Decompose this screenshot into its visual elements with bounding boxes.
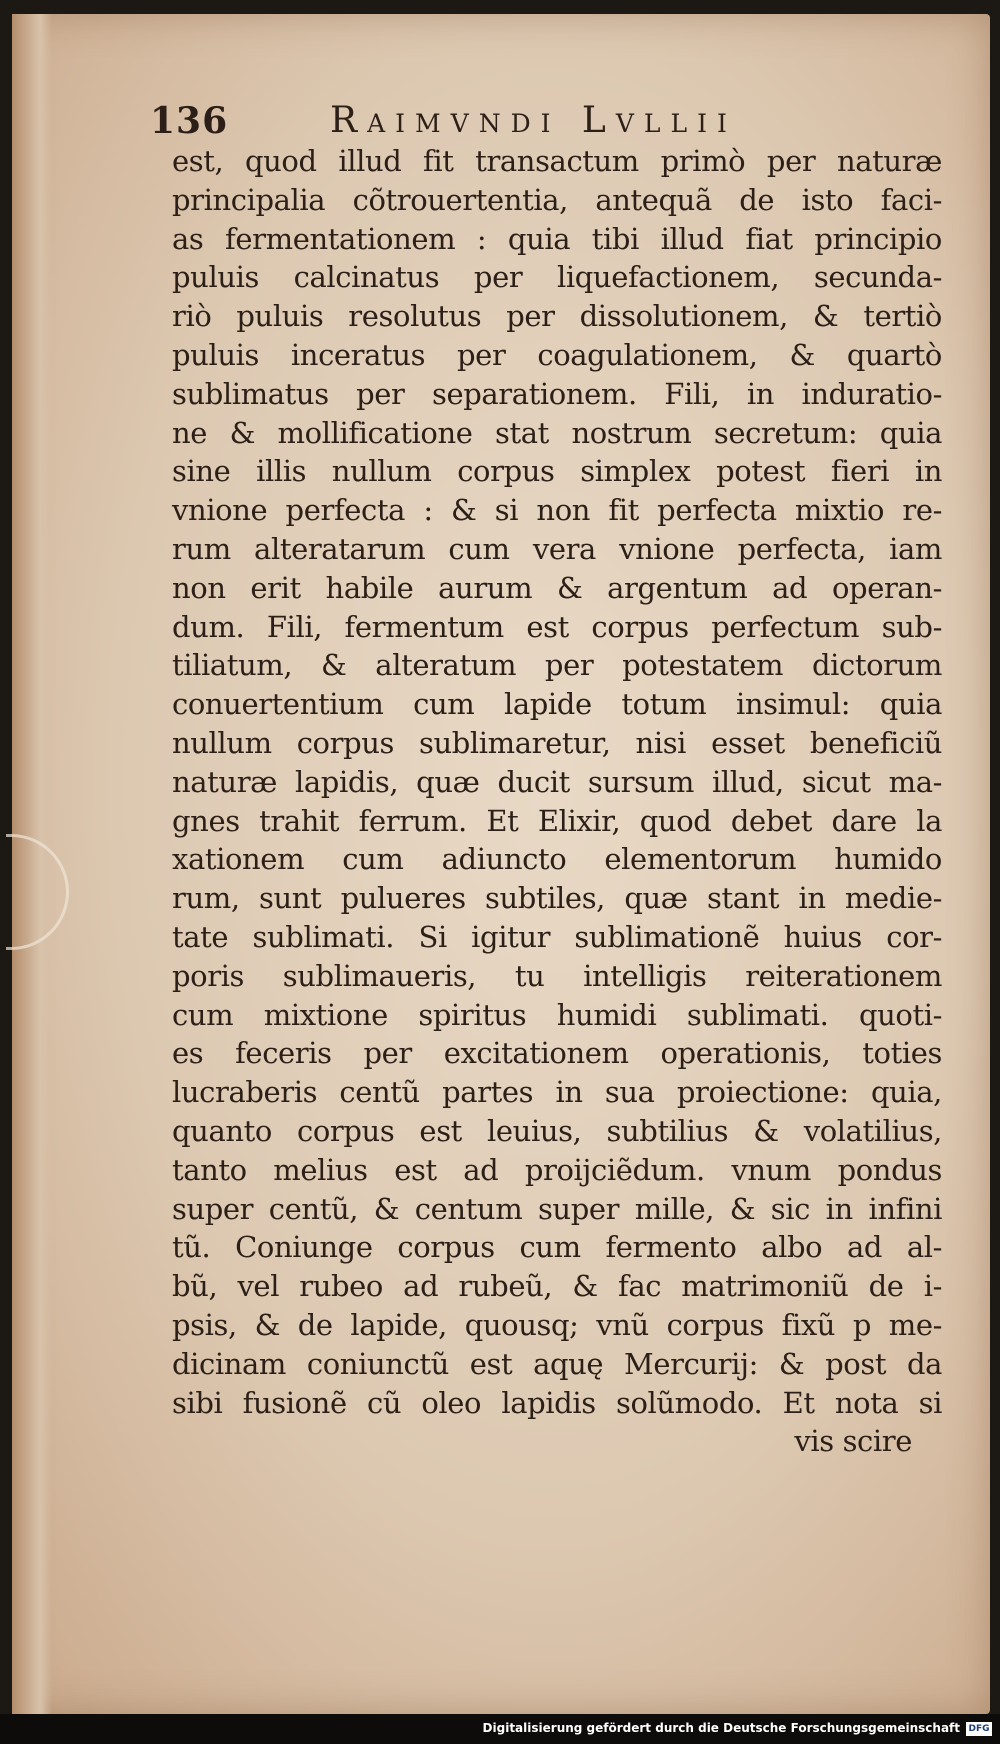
text-line: puluis calcinatus per liquefactionem, secunda- bbox=[172, 260, 942, 295]
footer-bar bbox=[0, 1714, 1000, 1744]
body-text bbox=[172, 142, 942, 1461]
text-line: dum. Fili, fermentum est corpus perfectum sub- bbox=[172, 609, 942, 644]
text-line: es feceris per excitationem operationis, toties bbox=[172, 1036, 942, 1071]
text-line: tiliatum, & alteratum per potestatem dictorum bbox=[172, 648, 942, 683]
text-line: tanto melius est ad proijciẽdum. vnum pondus bbox=[172, 1152, 942, 1187]
text-line: quanto corpus est leuius, subtilius & volatilius, bbox=[172, 1113, 942, 1148]
text-line: dicinam coniunctũ est aquę Mercurij: & post da bbox=[172, 1346, 942, 1381]
text-line: rum, sunt pulueres subtiles, quæ stant in medie- bbox=[172, 881, 942, 916]
text-line: tũ. Coniunge corpus cum fermento albo ad al- bbox=[172, 1230, 942, 1265]
text-line: puluis inceratus per coagulationem, & quartò bbox=[172, 337, 942, 372]
text-line: sublimatus per separationem. Fili, in induratio- bbox=[172, 376, 942, 411]
text-line: conuertentium cum lapide totum insimul: quia bbox=[172, 687, 942, 722]
text-line: naturæ lapidis, quæ ducit sursum illud, sicut ma- bbox=[172, 764, 942, 799]
funding-credit: Digitalisierung gefördert durch die Deutsche Forschungsgemeinschaft bbox=[482, 1721, 960, 1735]
text-line: rum alteratarum cum vera vnione perfecta, iam bbox=[172, 531, 942, 566]
text-line: principalia cõtrouertentia, antequã de isto faci- bbox=[172, 182, 942, 217]
text-line: est, quod illud fit transactum primò per naturæ bbox=[172, 144, 942, 178]
running-head: Raimvndi Lvllii bbox=[330, 100, 737, 141]
text-line: xationem cum adiuncto elementorum humido bbox=[172, 842, 942, 877]
page-number: 136 bbox=[150, 100, 229, 142]
text-line: poris sublimaueris, tu intelligis reiterationem bbox=[172, 958, 942, 993]
text-line: lucraberis centũ partes in sua proiectione: quia, bbox=[172, 1075, 942, 1110]
text-line: cum mixtione spiritus humidi sublimati. quoti- bbox=[172, 997, 942, 1032]
text-line: bũ, vel rubeo ad rubeũ, & fac matrimoniũ de i- bbox=[172, 1269, 942, 1304]
dfg-logo: DFG bbox=[966, 1722, 992, 1736]
catchword: vis scire bbox=[794, 1424, 912, 1459]
text-line: gnes trahit ferrum. Et Elixir, quod debet dare la bbox=[172, 803, 942, 838]
text-line: psis, & de lapide, quousq; vnũ corpus fixũ p me- bbox=[172, 1307, 942, 1342]
text-line: tate sublimati. Si igitur sublimationẽ huius cor- bbox=[172, 919, 942, 954]
text-line: nullum corpus sublimaretur, nisi esset beneficiũ bbox=[172, 725, 942, 760]
text-line: as fermentationem : quia tibi illud fiat principio bbox=[172, 221, 942, 256]
text-line: ne & mollificatione stat nostrum secretum: quia bbox=[172, 415, 942, 450]
text-line: vnione perfecta : & si non fit perfecta mixtio re- bbox=[172, 493, 942, 528]
text-line: sine illis nullum corpus simplex potest fieri in bbox=[172, 454, 942, 489]
page-tab-mark bbox=[6, 834, 69, 950]
text-line: non erit habile aurum & argentum ad operan- bbox=[172, 570, 942, 605]
text-line: riò puluis resolutus per dissolutionem, & tertiò bbox=[172, 299, 942, 334]
text-line: super centũ, & centum super mille, & sic in infini bbox=[172, 1191, 942, 1226]
text-line: sibi fusionẽ cũ oleo lapidis solũmodo. Et nota si bbox=[172, 1385, 942, 1420]
